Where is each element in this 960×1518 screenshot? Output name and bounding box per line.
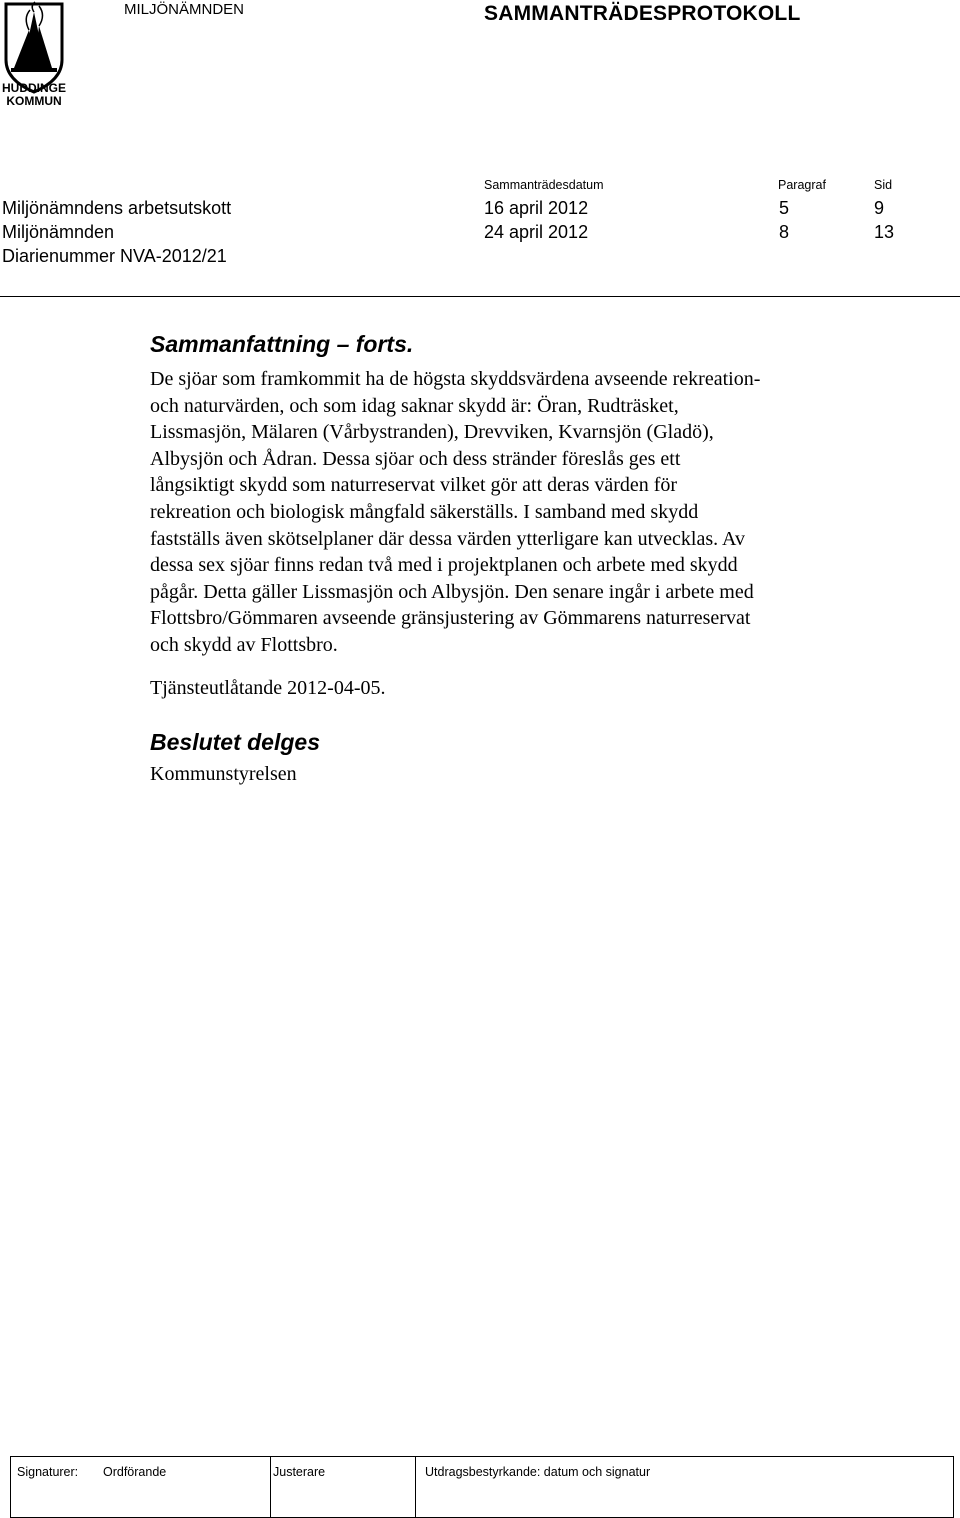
summary-line: Lissmasjön, Mälaren (Vårbystranden), Drevviken, Kvarnsjön (Gladö), — [150, 421, 714, 444]
logo-text-kommun: KOMMUN — [6, 94, 62, 108]
meeting-body-name: Miljönämnden — [2, 222, 115, 242]
meeting-date: 24 april 2012 — [484, 222, 589, 242]
extract-certification-label: Utdragsbestyrkande: datum och signatur — [425, 1465, 651, 1479]
logo-text-huddinge: HUDDINGE — [2, 81, 66, 95]
summary-line: och skydd av Flottsbro. — [150, 633, 338, 656]
header-divider — [0, 296, 960, 297]
summary-line: och naturvärden, och som idag saknar skydd är: Öran, Rudträsket, — [150, 394, 679, 417]
summary-line: dessa sex sjöar finns redan två med i projektplanen och arbete med skydd — [150, 554, 738, 577]
chair-signature-label: Ordförande — [103, 1465, 167, 1479]
summary-line: De sjöar som framkommit ha de högsta skyddsvärdena avseende rekreation- — [150, 368, 761, 390]
signature-divider — [270, 1457, 271, 1517]
column-header-paragraph: Paragraf — [778, 178, 826, 192]
decision-recipient: Kommunstyrelsen — [150, 763, 297, 785]
summary-line: rekreation och biologisk mångfald säkerställs. I samband med skydd — [150, 500, 699, 523]
summary-line: långsiktigt skydd som naturreservat vilket gör att deras värden för — [150, 474, 678, 497]
meeting-page: 13 — [874, 222, 895, 242]
meeting-body-name: Miljönämndens arbetsutskott — [2, 198, 232, 218]
summary-line: pågår. Detta gäller Lissmasjön och Albysjön. Den senare ingår i arbete med — [150, 580, 754, 603]
meeting-paragraph: 8 — [779, 222, 790, 242]
document-type-title: SAMMANTRÄDESPROTOKOLL — [484, 2, 801, 25]
decision-heading: Beslutet delges — [150, 729, 320, 755]
column-header-date: Sammanträdesdatum — [484, 178, 604, 192]
meeting-paragraph: 5 — [779, 198, 790, 218]
diary-number: Diarienummer NVA-2012/21 — [2, 246, 227, 266]
adjuster-signature-label: Justerare — [273, 1465, 326, 1479]
meeting-page: 9 — [874, 198, 885, 218]
summary-line: Flottsbro/Gömmaren avseende gränsjustering av Gömmarens naturreservat — [150, 607, 751, 630]
signature-box — [10, 1456, 954, 1518]
signature-divider — [415, 1457, 416, 1517]
meeting-date: 16 april 2012 — [484, 198, 589, 218]
summary-paragraph — [150, 366, 960, 659]
summary-heading: Sammanfattning – forts. — [150, 331, 414, 357]
signatures-label: Signaturer: — [17, 1465, 79, 1479]
summary-line: Albysjön och Ådran. Dessa sjöar och dess stränder föreslås ges ett — [150, 447, 681, 470]
report-date: Tjänsteutlåtande 2012-04-05. — [150, 677, 386, 699]
huddinge-kommun-logo — [2, 0, 66, 108]
column-header-page: Sid — [874, 178, 893, 192]
department-name: MILJÖNÄMNDEN — [124, 1, 245, 18]
summary-line: fastställs även skötselplaner där dessa värden ytterligare kan utvecklas. Av — [150, 527, 745, 550]
